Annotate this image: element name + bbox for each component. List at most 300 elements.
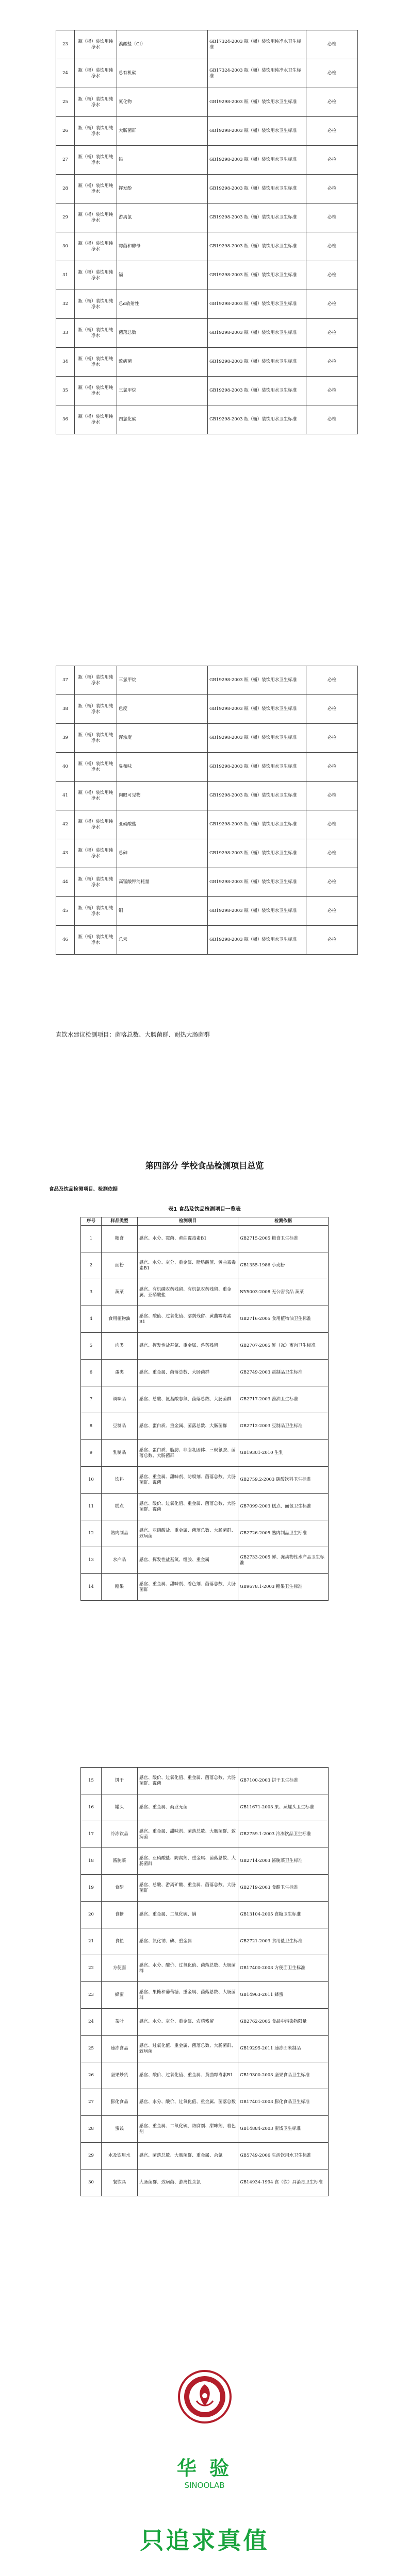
cell-standard: GB14963-2011 蜂蜜	[238, 1982, 329, 2009]
cell-sample-type: 瓶（桶）装饮用纯净水	[75, 59, 117, 88]
cell-standard: GB2712-2003 豆制品卫生标准	[238, 1413, 329, 1440]
cell-index: 13	[81, 1547, 102, 1574]
cell-index: 37	[56, 666, 75, 695]
table-row	[81, 1574, 329, 1601]
cell-index: 36	[56, 405, 75, 434]
cell-sample-type: 酱腌菜	[102, 1848, 138, 1875]
cell-test-item: 感官、重金属、商业无菌	[138, 1794, 238, 1821]
water-table-1	[56, 30, 358, 434]
column-header: 样品类型	[102, 1217, 138, 1226]
cell-test-item: 四氯化碳	[117, 405, 208, 434]
cell-test-item: 感官、重金属、二氧化硫、螨	[138, 1902, 238, 1928]
cell-requirement: 必检	[306, 782, 358, 810]
cell-standard: GB19298-2003 瓶（桶）装饮用水卫生标准	[208, 405, 306, 434]
cell-standard: GB19298-2003 瓶（桶）装饮用水卫生标准	[208, 232, 306, 261]
cell-test-item: 感官、酸价、过氧化值、重金属、黄曲霉毒素B1	[138, 2062, 238, 2089]
cell-index: 38	[56, 695, 75, 724]
cell-standard: GB2707-2005 鲜（冻）畜肉卫生标准	[238, 1333, 329, 1360]
table-row	[81, 1955, 329, 1982]
cell-test-item: 感官、总酸、游离矿酸、重金属、菌落总数、大肠菌群	[138, 1875, 238, 1902]
cell-sample-type: 瓶（桶）装饮用纯净水	[75, 782, 117, 810]
cell-index: 20	[81, 1902, 102, 1928]
cell-requirement: 必检	[306, 59, 358, 88]
cell-requirement: 必检	[306, 204, 358, 232]
cell-standard: GB19298-2003 瓶（桶）装饮用水卫生标准	[208, 839, 306, 868]
cell-sample-type: 瓶（桶）装饮用纯净水	[75, 897, 117, 926]
cell-standard: GB19298-2003 瓶（桶）装饮用水卫生标准	[208, 88, 306, 117]
cell-test-item: 总有机碳	[117, 59, 208, 88]
cell-standard: GB2726-2005 熟肉制品卫生标准	[238, 1520, 329, 1547]
cell-requirement: 必检	[306, 88, 358, 117]
cell-test-item: 感官、水分、酸价、过氧化值、重金属、菌落总数	[138, 2089, 238, 2116]
cell-index: 24	[81, 2009, 102, 2036]
cell-requirement: 必检	[306, 405, 358, 434]
brand-name: 华 验	[176, 2457, 233, 2480]
cell-requirement: 必检	[306, 868, 358, 897]
cell-index: 33	[56, 319, 75, 348]
cell-standard: GB7099-2003 糕点、面包卫生标准	[238, 1494, 329, 1520]
cell-sample-type: 乳制品	[102, 1440, 138, 1467]
cell-index: 23	[81, 1982, 102, 2009]
cell-requirement: 必检	[306, 897, 358, 926]
cell-requirement: 必检	[306, 30, 358, 59]
cell-test-item: 感官、菌落总数、大肠菌群、重金属、余氯	[138, 2143, 238, 2170]
cell-sample-type: 蜂蜜	[102, 1982, 138, 2009]
cell-standard: GB19298-2003 瓶（桶）装饮用水卫生标准	[208, 810, 306, 839]
cell-index: 28	[56, 175, 75, 204]
cell-standard: GB19298-2003 瓶（桶）装饮用水卫生标准	[208, 261, 306, 290]
cell-index: 15	[81, 1768, 102, 1794]
cell-index: 42	[56, 810, 75, 839]
cell-test-item: 溴酸盐（Cl）	[117, 30, 208, 59]
cell-sample-type: 膨化食品	[102, 2089, 138, 2116]
table-row	[81, 2116, 329, 2143]
cell-index: 26	[81, 2062, 102, 2089]
food-table-2	[80, 1767, 329, 2196]
cell-sample-type: 食糖	[102, 1902, 138, 1928]
cell-sample-type: 瓶（桶）装饮用纯净水	[75, 666, 117, 695]
cell-standard: GB19298-2003 瓶（桶）装饮用水卫生标准	[208, 377, 306, 405]
table-row	[81, 1768, 329, 1794]
cell-standard: GB19298-2003 瓶（桶）装饮用水卫生标准	[208, 175, 306, 204]
cell-standard: GB2717-2003 酱油卫生标准	[238, 1386, 329, 1413]
cell-index: 8	[81, 1413, 102, 1440]
cell-test-item: 三氯甲烷	[117, 377, 208, 405]
cell-test-item: 挥发酚	[117, 175, 208, 204]
cell-standard: GB14884-2003 蜜饯卫生标准	[238, 2116, 329, 2143]
cell-test-item: 高锰酸钾消耗量	[117, 868, 208, 897]
cell-requirement: 必检	[306, 348, 358, 377]
cell-sample-type: 瓶（桶）装饮用纯净水	[75, 146, 117, 175]
cell-sample-type: 蔬菜	[102, 1279, 138, 1306]
table-row	[56, 30, 358, 59]
cell-test-item: 感官、重金属、甜味剂、防腐剂、菌落总数、大肠菌群、霉菌	[138, 1467, 238, 1494]
cell-sample-type: 冷冻饮品	[102, 1821, 138, 1848]
table-row	[81, 1386, 329, 1413]
table-row	[81, 1794, 329, 1821]
cell-index: 27	[81, 2089, 102, 2116]
cell-index: 29	[81, 2143, 102, 2170]
cell-standard: GB19298-2003 瓶（桶）装饮用水卫生标准	[208, 348, 306, 377]
cell-test-item: 镉	[117, 261, 208, 290]
cell-index: 11	[81, 1494, 102, 1520]
cell-sample-type: 瓶（桶）装饮用纯净水	[75, 839, 117, 868]
cell-sample-type: 坚果炒货	[102, 2062, 138, 2089]
cell-index: 27	[56, 146, 75, 175]
cell-standard: GB19298-2003 瓶（桶）装饮用水卫生标准	[208, 926, 306, 955]
table-row	[56, 290, 358, 319]
table-row	[56, 926, 358, 955]
cell-index: 12	[81, 1520, 102, 1547]
table-row	[81, 1494, 329, 1520]
column-header: 检测项目	[138, 1217, 238, 1226]
cell-index: 34	[56, 348, 75, 377]
table-row	[56, 59, 358, 88]
cell-standard: NY5003-2008 无公害食品 蔬菜	[238, 1279, 329, 1306]
cell-standard: GB19298-2003 瓶（桶）装饮用水卫生标准	[208, 695, 306, 724]
cell-standard: GB19301-2010 生乳	[238, 1440, 329, 1467]
cell-requirement: 必检	[306, 175, 358, 204]
table-row	[56, 348, 358, 377]
table-row	[56, 261, 358, 290]
cell-requirement: 必检	[306, 319, 358, 348]
table-row	[81, 1520, 329, 1547]
cell-index: 25	[56, 88, 75, 117]
cell-index: 35	[56, 377, 75, 405]
cell-sample-type: 糖果	[102, 1574, 138, 1601]
table-row	[81, 1360, 329, 1386]
cell-test-item: 氰化物	[117, 88, 208, 117]
cell-standard: GB17400-2003 方便面卫生标准	[238, 1955, 329, 1982]
cell-sample-type: 食用植物油	[102, 1306, 138, 1333]
cell-test-item: 总α放射性	[117, 290, 208, 319]
cell-standard: GB2716-2005 食用植物油卫生标准	[238, 1306, 329, 1333]
cell-standard: GB2759.1-2003 冷冻饮品卫生标准	[238, 1821, 329, 1848]
cell-test-item: 感官、水分、霉菌、黄曲霉毒素B1	[138, 1226, 238, 1252]
table-row	[81, 1226, 329, 1252]
cell-sample-type: 瓶（桶）装饮用纯净水	[75, 724, 117, 753]
table-row	[56, 319, 358, 348]
column-header: 序号	[81, 1217, 102, 1226]
cell-index: 22	[81, 1955, 102, 1982]
cell-requirement: 必检	[306, 290, 358, 319]
cell-sample-type: 瓶（桶）装饮用纯净水	[75, 175, 117, 204]
cell-index: 5	[81, 1333, 102, 1360]
table-row	[56, 146, 358, 175]
cell-sample-type: 饼干	[102, 1768, 138, 1794]
cell-standard: GB17401-2003 膨化食品卫生标准	[238, 2089, 329, 2116]
table-row	[56, 839, 358, 868]
cell-test-item: 铅	[117, 146, 208, 175]
table-row	[81, 1848, 329, 1875]
cell-sample-type: 瓶（桶）装饮用纯净水	[75, 88, 117, 117]
table-row	[81, 2143, 329, 2170]
cell-index: 4	[81, 1306, 102, 1333]
cell-test-item: 感官、重金属、甜味剂、菌落总数、大肠菌群、致病菌	[138, 1821, 238, 1848]
cell-index: 24	[56, 59, 75, 88]
table-row	[56, 753, 358, 782]
cell-test-item: 感官、过氧化值、重金属、菌落总数、大肠菌群、致病菌	[138, 2036, 238, 2062]
table-row	[56, 377, 358, 405]
cell-index: 46	[56, 926, 75, 955]
cell-standard: GB19298-2003 瓶（桶）装饮用水卫生标准	[208, 724, 306, 753]
cell-requirement: 必检	[306, 839, 358, 868]
cell-test-item: 感官、挥发性盐基氮、重金属、兽药残留	[138, 1333, 238, 1360]
cell-standard: GB9678.1-2003 糖果卫生标准	[238, 1574, 329, 1601]
cell-test-item: 浑浊度	[117, 724, 208, 753]
cell-test-item: 感官、酸价、过氧化值、重金属、菌落总数、大肠菌群、霉菌	[138, 1768, 238, 1794]
cell-index: 44	[56, 868, 75, 897]
cell-index: 41	[56, 782, 75, 810]
table-row	[56, 405, 358, 434]
cell-index: 45	[56, 897, 75, 926]
cell-sample-type: 饮料	[102, 1467, 138, 1494]
cell-index: 19	[81, 1875, 102, 1902]
cell-sample-type: 瓶（桶）装饮用纯净水	[75, 868, 117, 897]
table-row	[81, 1252, 329, 1279]
cell-index: 25	[81, 2036, 102, 2062]
cell-sample-type: 瓶（桶）装饮用纯净水	[75, 753, 117, 782]
cell-sample-type: 瓶（桶）装饮用纯净水	[75, 261, 117, 290]
cell-sample-type: 茶叶	[102, 2009, 138, 2036]
cell-requirement: 必检	[306, 261, 358, 290]
cell-standard: GB19298-2003 瓶（桶）装饮用水卫生标准	[208, 290, 306, 319]
cell-test-item: 感官、水分、灰分、重金属、农药残留	[138, 2009, 238, 2036]
cell-test-item: 总汞	[117, 926, 208, 955]
cell-standard: GB19298-2003 瓶（桶）装饮用水卫生标准	[208, 897, 306, 926]
cell-standard: GB2762-2005 食品中污染物限量	[238, 2009, 329, 2036]
cell-test-item: 感官、挥发性盐基氮、组胺、重金属	[138, 1547, 238, 1574]
table-row	[56, 204, 358, 232]
cell-sample-type: 调味品	[102, 1386, 138, 1413]
table-row	[56, 117, 358, 146]
table-row	[56, 724, 358, 753]
cell-standard: GB2759.2-2003 碳酸饮料卫生标准	[238, 1467, 329, 1494]
column-header: 检测依据	[238, 1217, 329, 1226]
cell-index: 3	[81, 1279, 102, 1306]
cell-sample-type: 瓶（桶）装饮用纯净水	[75, 348, 117, 377]
table-row	[81, 2009, 329, 2036]
table-row	[81, 1902, 329, 1928]
part-title: 第四部分 学校食品检测项目总览	[145, 1161, 264, 1171]
food-table-1	[80, 1217, 329, 1601]
cell-index: 18	[81, 1848, 102, 1875]
cell-requirement: 必检	[306, 117, 358, 146]
cell-sample-type: 粮食	[102, 1226, 138, 1252]
cell-index: 32	[56, 290, 75, 319]
cell-standard: GB2715-2005 粮食卫生标准	[238, 1226, 329, 1252]
cell-index: 23	[56, 30, 75, 59]
cell-index: 39	[56, 724, 75, 753]
table-row	[56, 868, 358, 897]
cell-sample-type: 肉类	[102, 1333, 138, 1360]
cell-sample-type: 蛋类	[102, 1360, 138, 1386]
table-row	[81, 1467, 329, 1494]
cell-test-item: 铜	[117, 897, 208, 926]
cell-standard: GB11671-2003 果、蔬罐头卫生标准	[238, 1794, 329, 1821]
cell-standard: GB2719-2003 食醋卫生标准	[238, 1875, 329, 1902]
cell-sample-type: 豆制品	[102, 1413, 138, 1440]
table-row	[81, 2036, 329, 2062]
cell-sample-type: 餐饮具	[102, 2170, 138, 2196]
cell-sample-type: 食醋	[102, 1875, 138, 1902]
cell-standard: GB7100-2003 饼干卫生标准	[238, 1768, 329, 1794]
cell-requirement: 必检	[306, 232, 358, 261]
cell-test-item: 三氯甲烷	[117, 666, 208, 695]
cell-test-item: 感官、蛋白质、重金属、菌落总数、大肠菌群	[138, 1413, 238, 1440]
cell-standard: GB5749-2006 生活饮用水卫生标准	[238, 2143, 329, 2170]
cell-sample-type: 瓶（桶）装饮用纯净水	[75, 377, 117, 405]
cell-test-item: 色度	[117, 695, 208, 724]
cell-sample-type: 蜜饯	[102, 2116, 138, 2143]
cell-standard: GB19298-2003 瓶（桶）装饮用水卫生标准	[208, 117, 306, 146]
cell-test-item: 感官、氯化钠、碘、重金属	[138, 1928, 238, 1955]
cell-test-item: 感官、水分、灰分、重金属、脂肪酸值、黄曲霉毒素B1	[138, 1252, 238, 1279]
cell-sample-type: 食盐	[102, 1928, 138, 1955]
table-row	[81, 1821, 329, 1848]
cell-index: 14	[81, 1574, 102, 1601]
cell-index: 1	[81, 1226, 102, 1252]
table-row	[81, 2089, 329, 2116]
cell-sample-type: 水及饮用水	[102, 2143, 138, 2170]
cell-index: 9	[81, 1440, 102, 1467]
cell-test-item: 感官、亚硝酸盐、防腐剂、重金属、菌落总数、大肠菌群	[138, 1848, 238, 1875]
cell-test-item: 总砷	[117, 839, 208, 868]
cell-standard: GB19298-2003 瓶（桶）装饮用水卫生标准	[208, 753, 306, 782]
cell-index: 28	[81, 2116, 102, 2143]
cell-test-item: 感官、有机磷农药残留、有机氯农药残留、重金属、亚硝酸盐	[138, 1279, 238, 1306]
table-row	[56, 88, 358, 117]
cell-requirement: 必检	[306, 695, 358, 724]
cell-test-item: 臭和味	[117, 753, 208, 782]
cell-standard: GB19300-2003 坚果食品卫生标准	[238, 2062, 329, 2089]
table-row	[81, 1547, 329, 1574]
cell-index: 6	[81, 1360, 102, 1386]
cell-test-item: 感官、果糖和葡萄糖、重金属、菌落总数、大肠菌群	[138, 1982, 238, 2009]
cell-sample-type: 速冻食品	[102, 2036, 138, 2062]
table-row	[81, 1306, 329, 1333]
cell-test-item: 感官、重金属、二氧化硫、防腐剂、甜味剂、着色剂	[138, 2116, 238, 2143]
cell-sample-type: 瓶（桶）装饮用纯净水	[75, 232, 117, 261]
cell-index: 43	[56, 839, 75, 868]
cell-sample-type: 瓶（桶）装饮用纯净水	[75, 810, 117, 839]
table-row	[56, 695, 358, 724]
cell-test-item: 致病菌	[117, 348, 208, 377]
cell-test-item: 感官、亚硝酸盐、重金属、菌落总数、大肠菌群、致病菌	[138, 1520, 238, 1547]
cell-test-item: 霉菌和酵母	[117, 232, 208, 261]
cell-requirement: 必检	[306, 146, 358, 175]
cell-test-item: 大肠菌群、致病菌、游离性余氯	[138, 2170, 238, 2196]
table-row	[56, 897, 358, 926]
cell-sample-type: 瓶（桶）装饮用纯净水	[75, 926, 117, 955]
cell-sample-type: 瓶（桶）装饮用纯净水	[75, 30, 117, 59]
slogan: 只追求真值	[140, 2527, 269, 2554]
table-row	[81, 2062, 329, 2089]
cell-sample-type: 瓶（桶）装饮用纯净水	[75, 290, 117, 319]
cell-test-item: 亚硝酸盐	[117, 810, 208, 839]
cell-standard: GB1355-1986 小麦粉	[238, 1252, 329, 1279]
cell-standard: GB19298-2003 瓶（桶）装饮用水卫生标准	[208, 319, 306, 348]
cell-standard: GB2714-2003 酱腌菜卫生标准	[238, 1848, 329, 1875]
cell-standard: GB2749-2003 蛋制品卫生标准	[238, 1360, 329, 1386]
cell-standard: GB14934-1994 食（饮）具消毒卫生标准	[238, 2170, 329, 2196]
cell-index: 16	[81, 1794, 102, 1821]
cell-sample-type: 方便面	[102, 1955, 138, 1982]
cell-index: 7	[81, 1386, 102, 1413]
cell-index: 30	[81, 2170, 102, 2196]
cell-sample-type: 面粉	[102, 1252, 138, 1279]
cell-standard: GB19298-2003 瓶（桶）装饮用水卫生标准	[208, 868, 306, 897]
sub-title: 食品及饮品检测项目、检测依据	[49, 1187, 118, 1192]
cell-sample-type: 瓶（桶）装饮用纯净水	[75, 117, 117, 146]
cell-test-item: 肉眼可见物	[117, 782, 208, 810]
cell-standard: GB19298-2003 瓶（桶）装饮用水卫生标准	[208, 146, 306, 175]
table-row	[81, 1440, 329, 1467]
table-row	[81, 1928, 329, 1955]
cell-standard: GB19298-2003 瓶（桶）装饮用水卫生标准	[208, 782, 306, 810]
cell-index: 40	[56, 753, 75, 782]
cell-standard: GB17324-2003 瓶（桶）装饮用纯净水卫生标准	[208, 59, 306, 88]
cell-index: 31	[56, 261, 75, 290]
cell-test-item: 大肠菌群	[117, 117, 208, 146]
cell-sample-type: 罐头	[102, 1794, 138, 1821]
cell-standard: GB19298-2003 瓶（桶）装饮用水卫生标准	[208, 666, 306, 695]
cell-standard: GB17324-2003 瓶（桶）装饮用纯净水卫生标准	[208, 30, 306, 59]
water-table-2	[56, 666, 358, 955]
table-row	[56, 666, 358, 695]
cell-requirement: 必检	[306, 377, 358, 405]
cell-index: 26	[56, 117, 75, 146]
cell-test-item: 菌落总数	[117, 319, 208, 348]
cell-test-item: 感官、重金属、甜味剂、着色剂、菌落总数、大肠菌群	[138, 1574, 238, 1601]
cell-requirement: 必检	[306, 724, 358, 753]
brand-english: SINOOLAB	[184, 2481, 225, 2490]
cell-test-item: 感官、总酸、氨基酸态氮、菌落总数、大肠菌群	[138, 1386, 238, 1413]
table-row	[81, 1875, 329, 1902]
cell-standard: GB13104-2005 食糖卫生标准	[238, 1902, 329, 1928]
cell-index: 29	[56, 204, 75, 232]
table-row	[81, 1982, 329, 2009]
cell-test-item: 感官、酸价、过氧化值、重金属、菌落总数、大肠菌群、霉菌	[138, 1494, 238, 1520]
cell-standard: GB19295-2011 速冻面米制品	[238, 2036, 329, 2062]
cell-requirement: 必检	[306, 810, 358, 839]
company-seal-logo	[178, 2370, 232, 2424]
table-row	[81, 1279, 329, 1306]
cell-test-item: 感官、水分、酸价、过氧化值、菌落总数、大肠菌群	[138, 1955, 238, 1982]
cell-standard: GB2721-2003 食用盐卫生标准	[238, 1928, 329, 1955]
cell-sample-type: 瓶（桶）装饮用纯净水	[75, 695, 117, 724]
cell-test-item: 感官、蛋白质、脂肪、非脂乳固体、三聚氰胺、菌落总数、大肠菌群	[138, 1440, 238, 1467]
cell-index: 2	[81, 1252, 102, 1279]
seal-icon	[178, 2370, 232, 2424]
cell-index: 30	[56, 232, 75, 261]
cell-index: 17	[81, 1821, 102, 1848]
table-row	[56, 782, 358, 810]
cell-index: 10	[81, 1467, 102, 1494]
cell-test-item: 感官、重金属、菌落总数、大肠菌群	[138, 1360, 238, 1386]
cell-sample-type: 瓶（桶）装饮用纯净水	[75, 204, 117, 232]
cell-standard: GB19298-2003 瓶（桶）装饮用水卫生标准	[208, 204, 306, 232]
table-row	[81, 1413, 329, 1440]
cell-sample-type: 熟肉制品	[102, 1520, 138, 1547]
table-row	[56, 232, 358, 261]
cell-sample-type: 水产品	[102, 1547, 138, 1574]
cell-requirement: 必检	[306, 753, 358, 782]
cell-sample-type: 糕点	[102, 1494, 138, 1520]
direct-water-note: 直饮水建议检测项目：菌落总数、大肠菌群、耐热大肠菌群	[56, 1031, 210, 1038]
table-row	[56, 810, 358, 839]
cell-sample-type: 瓶（桶）装饮用纯净水	[75, 319, 117, 348]
